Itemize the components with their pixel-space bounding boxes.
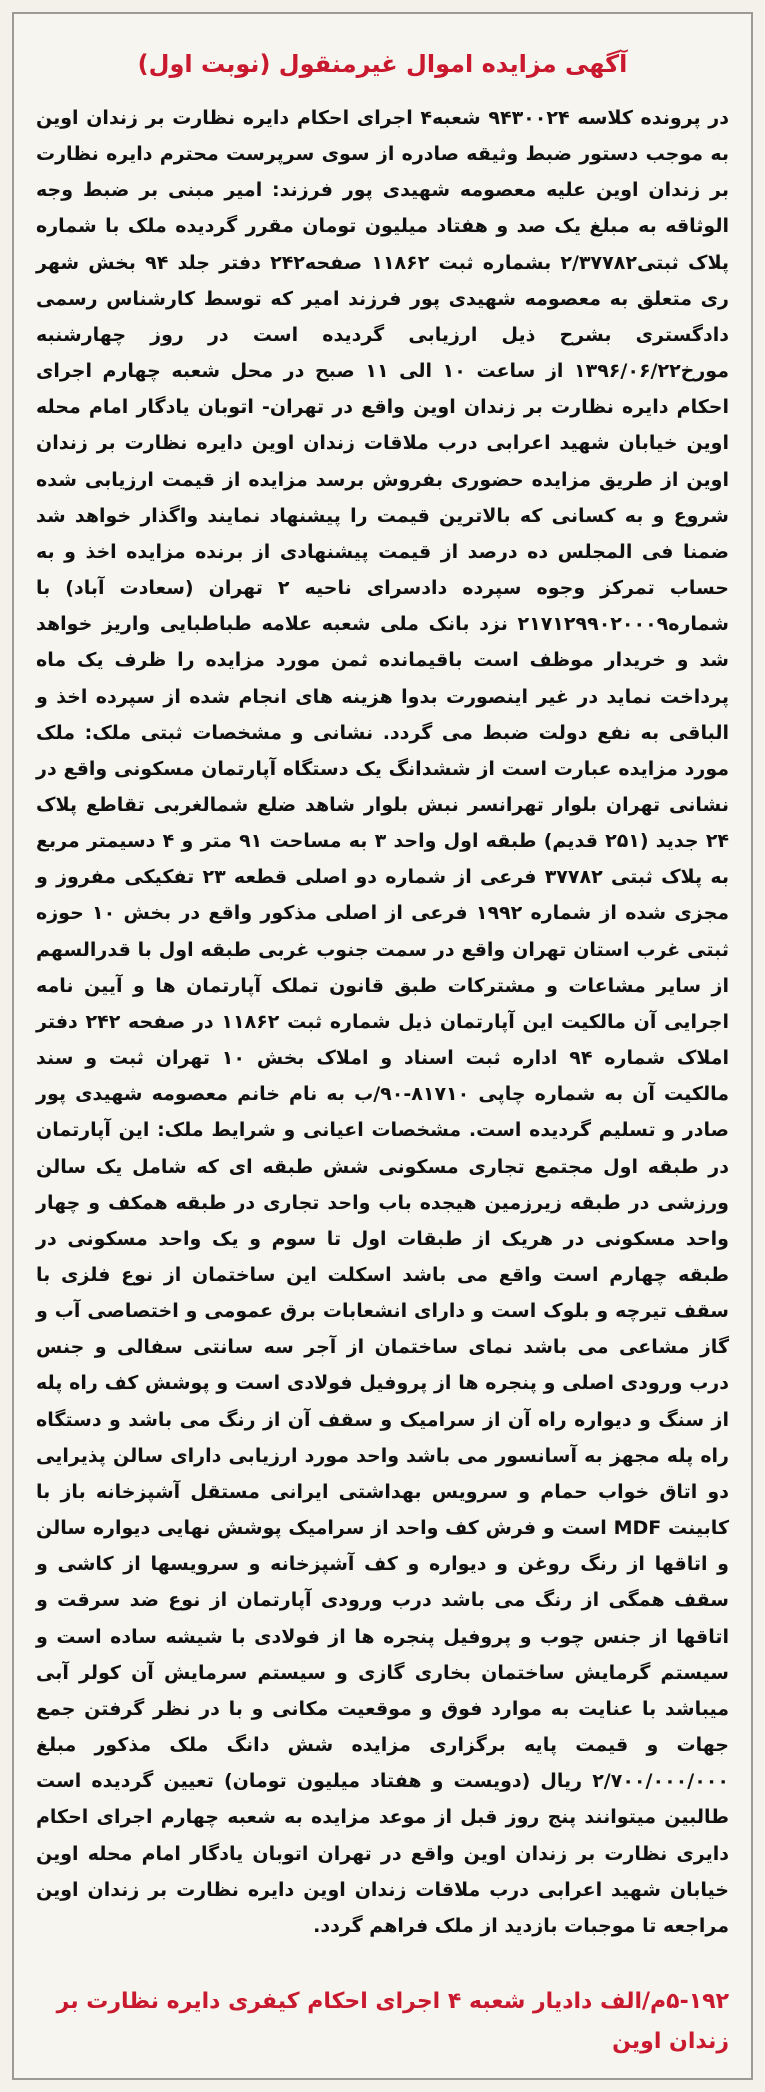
- notice-title: آگهی مزایده اموال غیرمنقول (نوبت اول): [137, 50, 628, 78]
- notice-body: در پرونده کلاسه ۹۴۳۰۰۲۴ شعبه۴ اجرای احکام دایره نظارت بر زندان اوین به موجب دستور ضبط وثیقه صادره از سوی سرپرست محترم دایره نظارت بر زندان اوین علیه معصومه شهیدی پور فرزند: امیر مبنی بر ضبط وجه الوثاقه به مبلغ یک صد و هفتاد میلیون تومان مقرر گردیده ملک با شماره پلاک ثبتی۲/۳۷۷۸۲ بشماره ثبت ۱۱۸۶۲ صفحه۲۴۲ دفتر جلد ۹۴ بخش شهر ری متعلق به معصومه شهیدی پور فرزند امیر که توسط کارشناس رسمی دادگستری بشرح ذیل ارزیابی گردیده است در روز چهارشنبه مورخ۱۳۹۶/۰۶/۲۲ از ساعت ۱۰ الی ۱۱ صبح در محل شعبه چهارم اجرای احکام دایره نظارت بر زندان اوین واقع در تهران- اتوبان یادگار امام محله اوین خیابان شهید اعرابی درب ملاقات زندان اوین دایره نظارت بر زندان اوین از طریق مزایده حضوری بفروش برسد مزایده از قیمت ارزیابی شده شروع و به کسانی که بالاترین قیمت را پیشنهاد نمایند واگذار خواهد شد ضمنا فی المجلس ده درصد از قیمت پیشنهادی از برنده مزایده اخذ و به حساب تمرکز وجوه سپرده دادسرای ناحیه ۲ تهران (سعادت آباد) با شماره۲۱۷۱۲۹۹۰۲۰۰۰۹ نزد بانک ملی شعبه علامه طباطبایی واریز خواهد شد و خریدار موظف است باقیمانده ثمن مورد مزایده را ظرف یک ماه پرداخت نماید در غیر اینصورت بدوا هزینه های انجام شده از سپرده اخذ و الباقی به نفع دولت ضبط می گردد. نشانی و مشخصات ثبتی ملک: ملک مورد مزایده عبارت است از ششدانگ یک دستگاه آپارتمان مسکونی واقع در نشانی تهران بلوار تهرانسر نبش بلوار شاهد ضلع شمالغربی تقاطع پلاک ۲۴ جدید (۲۵۱ قدیم) طبقه اول واحد ۳ به مساحت ۹۱ متر و ۴ دسیمتر مربع به پلاک ثبتی ۳۷۷۸۲ فرعی از شماره دو اصلی قطعه ۲۳ تفکیکی مفروز و مجزی شده از شماره ۱۹۹۲ فرعی از اصلی مذکور واقع در بخش ۱۰ حوزه ثبتی غرب استان تهران واقع در سمت جنوب غربی طبقه اول با قدرالسهم از سایر مشاعات و مشترکات طبق قانون تملک آپارتمان ها و آیین نامه اجرایی آن مالکیت این آپارتمان ذیل شماره ثبت ۱۱۸۶۲ در صفحه ۲۴۲ دفتر املاک شماره ۹۴ اداره ثبت اسناد و املاک بخش ۱۰ تهران ثبت و سند مالکیت آن به شماره چاپی ۸۱۷۱۰-۹۰/ب به نام خانم معصومه شهیدی پور صادر و تسلیم گردیده است. مشخصات اعیانی و شرایط ملک: این آپارتمان در طبقه اول مجتمع تجاری مسکونی شش طبقه ای که شامل یک سالن ورزشی در طبقه زیرزمین هیجده باب واحد تجاری در طبقه همکف و چهار واحد مسکونی در هریک از طبقات اول تا سوم و یک واحد مسکونی در طبقه چهارم است واقع می باشد اسکلت این ساختمان از نوع فلزی با سقف تیرچه و بلوک است و دارای انشعابات برق عمومی و اختصاصی آب و گاز مشاعی می باشد نمای ساختمان از آجر سه سانتی سفالی و جنس درب ورودی اصلی و پنجره ها از پروفیل فولادی است و پوشش کف راه پله از سنگ و دیواره راه آن از سرامیک و سقف آن از رنگ می باشد و دستگاه راه پله مجهز به آسانسور می باشد واحد مورد ارزیابی دارای سالن پذیرایی دو اتاق خواب حمام و سرویس بهداشتی ایرانی مستقل آشپزخانه باز با کابینت MDF است و فرش کف واحد از سرامیک پوشش نهایی دیواره سالن و اتاقها از رنگ روغن و دیواره و کف آشپزخانه و سرویسها از کاشی و سقف همگی از رنگ می باشد درب ورودی آپارتمان از نوع ضد سرقت و اتاقها از جنس چوب و پروفیل پنجره ها از فولادی با شیشه ساده است و سیستم گرمایش ساختمان بخاری گازی و سیستم سرمایش آن کولر آبی میباشد با عنایت به موارد فوق و موقعیت مکانی و با در نظر گرفتن جمع جهات و قیمت پایه برگزاری مزایده شش دانگ ملک مذکور مبلغ ۲/۷۰۰/۰۰۰/۰۰۰ ریال (دویست و هفتاد میلیون تومان) تعیین گردیده است طالبین میتوانند پنج روز قبل از موعد مزایده به شعبه چهارم اجرای احکام دایری نظارت بر زندان اوین واقع در تهران اتوبان یادگار امام محله اوین خیابان شهید اعرابی درب ملاقات زندان اوین دایره نظارت بر زندان اوین مراجعه تا موجبات بازدید از ملک فراهم گردد.: [36, 107, 730, 1937]
- notice-sheet: [12, 12, 753, 2080]
- notice-footer: ۵-۱۹۲م/الف دادیار شعبه ۴ اجرای احکام کیفری دایره نظارت بر زندان اوین: [56, 1989, 729, 2054]
